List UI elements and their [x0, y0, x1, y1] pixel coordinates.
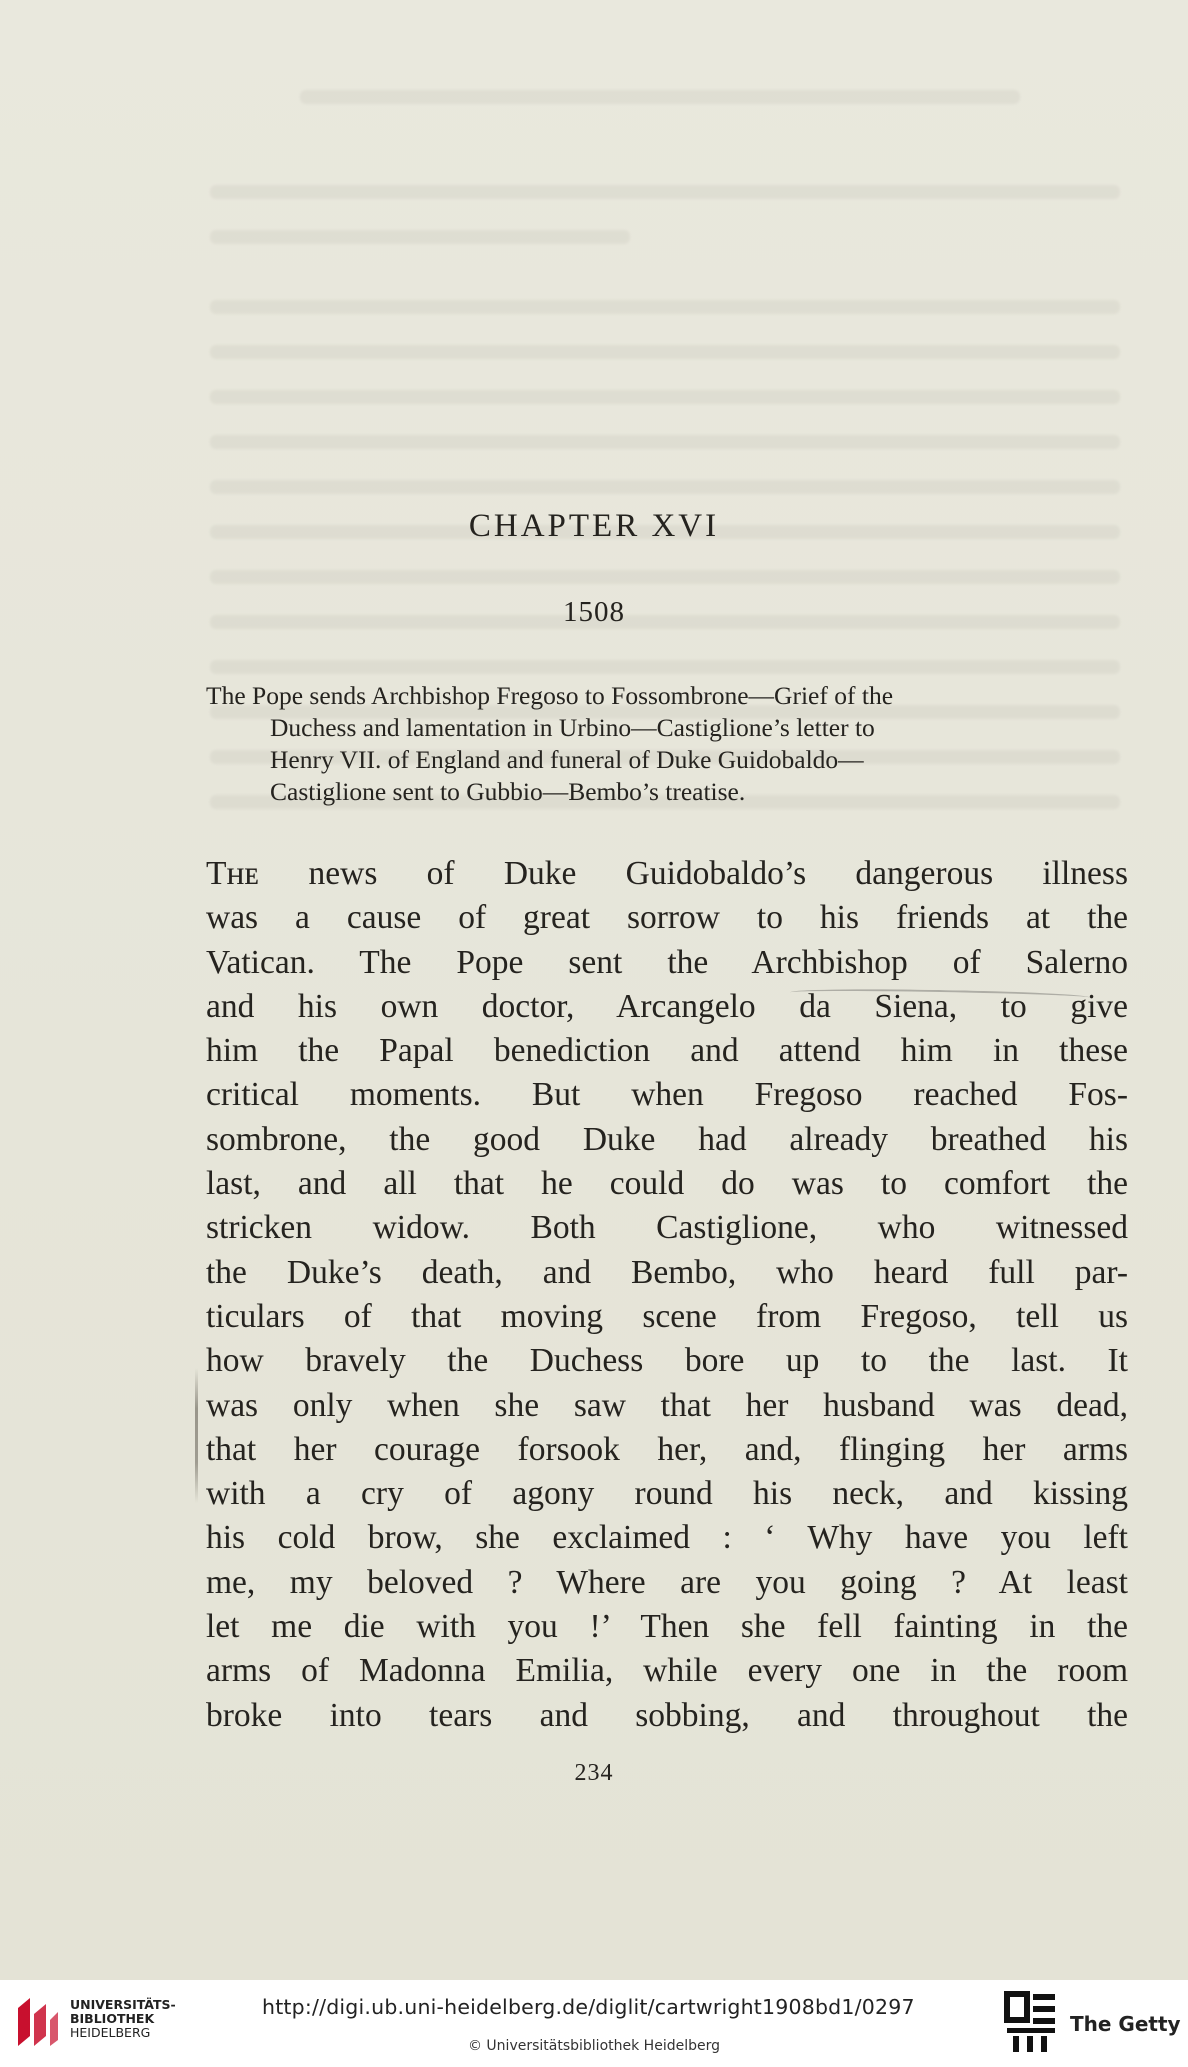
partner-name: The Getty — [1070, 2012, 1181, 2036]
body-line: broke into tears and sobbing, and throughout the — [206, 1696, 1128, 1734]
body-line: sombrone, the good Duke had already breathed his — [206, 1120, 1128, 1158]
chapter-year: 1508 — [563, 596, 625, 628]
body-line: with a cry of agony round his neck, and kissing — [206, 1475, 1128, 1513]
summary-line: The Pope sends Archbishop Fregoso to Fossombrone—Grief of the — [206, 681, 894, 710]
body-line: arms of Madonna Emilia, while every one in the room — [206, 1652, 1128, 1690]
summary-line: Duchess and lamentation in Urbino—Castiglione’s letter to — [270, 713, 875, 742]
body-line: his cold brow, she exclaimed : ‘ Why have you left — [206, 1519, 1128, 1557]
body-line: let me die with you !’ Then she fell fainting in the — [206, 1608, 1128, 1646]
body-line: that her courage forsook her, and, flinging her arms — [206, 1430, 1128, 1468]
body-line: was a cause of great sorrow to his friends at the — [206, 899, 1128, 937]
library-name: UNIVERSITÄTS- BIBLIOTHEK HEIDELBERG — [70, 1997, 176, 2040]
body-line: him the Papal benediction and attend him in these — [206, 1032, 1128, 1070]
body-line: me, my beloved ? Where are you going ? At least — [206, 1563, 1128, 1601]
body-line: Tʜᴇ news of Duke Guidobaldo’s dangerous illness — [206, 855, 1128, 892]
getty-logo-icon — [1003, 1990, 1059, 2056]
body-line: was only when she saw that her husband was dead, — [206, 1386, 1128, 1424]
body-line: stricken widow. Both Castiglione, who witnessed — [206, 1209, 1128, 1247]
body-text — [206, 852, 1128, 1738]
summary-line: Castiglione sent to Gubbio—Bembo’s treatise. — [270, 777, 746, 806]
margin-pencil-mark — [195, 1368, 198, 1503]
chapter-heading: CHAPTER XVI — [468, 508, 720, 544]
copyright-notice: © Universitätsbibliothek Heidelberg — [467, 2038, 720, 2054]
body-line: ticulars of that moving scene from Fregoso, tell us — [206, 1297, 1128, 1335]
body-line: the Duke’s death, and Bembo, who heard full par- — [206, 1253, 1128, 1291]
body-line: and his own doctor, Arcangelo da Siena, to give — [206, 987, 1128, 1025]
body-line: how bravely the Duchess bore up to the last. It — [206, 1342, 1128, 1380]
body-line: last, and all that he could do was to comfort the — [206, 1165, 1128, 1203]
page-number: 234 — [574, 1760, 614, 1786]
summary-line: Henry VII. of England and funeral of Duke Guidobaldo— — [270, 745, 864, 774]
permalink-url[interactable]: http://digi.ub.uni-heidelberg.de/diglit/cartwright1908bd1/0297 — [262, 1995, 915, 2019]
body-line: critical moments. But when Fregoso reached Fos- — [206, 1076, 1128, 1114]
digitization-footer — [0, 1980, 1188, 2067]
body-line: Vatican. The Pope sent the Archbishop of Salerno — [206, 943, 1128, 981]
chapter-summary — [206, 680, 1128, 808]
